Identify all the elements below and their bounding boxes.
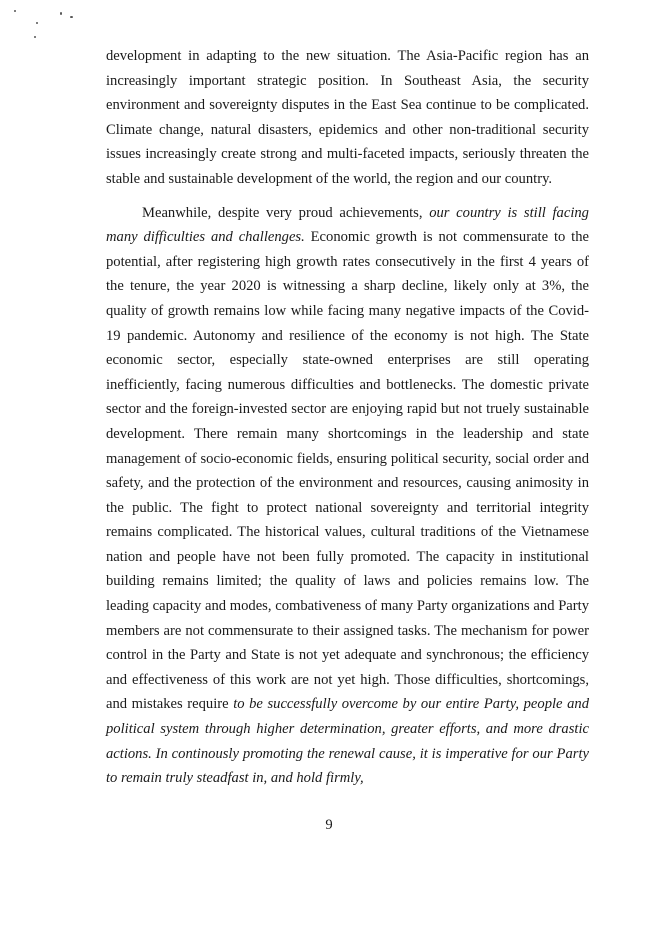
scan-speck [70, 16, 73, 18]
paragraph-1-text: development in adapting to the new situation. The Asia-Pacific region has an increasingly important strategic position. In Southeast Asia, the security environment and sovereignty disputes in the East Sea continue to be complicated. Climate change, natural disasters, epidemics and other non-traditional security issues increasingly create strong and multi-faceted impacts, seriously threaten the stable and sustainable development of the world, the region and our country. [106, 48, 589, 187]
document-body [106, 44, 589, 791]
scan-speck [34, 36, 36, 38]
paragraph-2-run-2: Economic growth is not commensurate to the potential, after registering high growth rates consecutively in the first 4 years of the tenure, the year 2020 is witnessing a sharp decline, likely only at 3%, the quality of growth remains low while facing many negative impacts of the Covid-19 pandemic. Autonomy and resilience of the economy is not high. The State economic sector, especially state-owned enterprises are still operating inefficiently, facing numerous difficulties and bottlenecks. The domestic private sector and the foreign-invested sector are enjoying rapid but not truely sustainable development. There remain many shortcomings in the leadership and state management of socio-economic fields, ensuring political security, social order and safety, and the protection of the environment and resources, causing animosity in the public. The fight to protect national sovereignty and territorial integrity remains complicated. The historical values, cultural traditions of the Vietnamese nation and people have not been fully promoted. The capacity in institutional building remains limited; the quality of laws and policies remains low. The leading capacity and modes, combativeness of many Party organizations and Party members are not commensurate to their assigned tasks. The mechanism for power control in the Party and State is not yet adequate and synchronous; the efficiency and effectiveness of this work are not yet high. Those difficulties, shortcomings, and mistakes require [106, 229, 589, 713]
paragraph-2-italic-run-1: our country is still facing many difficulties and challenges. [106, 204, 589, 246]
paragraph-1 [106, 44, 589, 192]
paragraph-2-italic-run-2: to be successfully overcome by our entire Party, people and political system through higher determination, greater efforts, and more drastic actions. In continously promoting the renewal cause, it is imperative for our Party to remain truly steadfast in, and hold firmly, [106, 696, 589, 787]
scan-speck [60, 12, 62, 15]
paragraph-2 [106, 201, 589, 791]
scan-speck [14, 10, 16, 12]
scan-speck [36, 22, 38, 24]
paragraph-2-run-1: Meanwhile, despite very proud achievements, [142, 204, 430, 221]
page-number: 9 [325, 817, 333, 833]
